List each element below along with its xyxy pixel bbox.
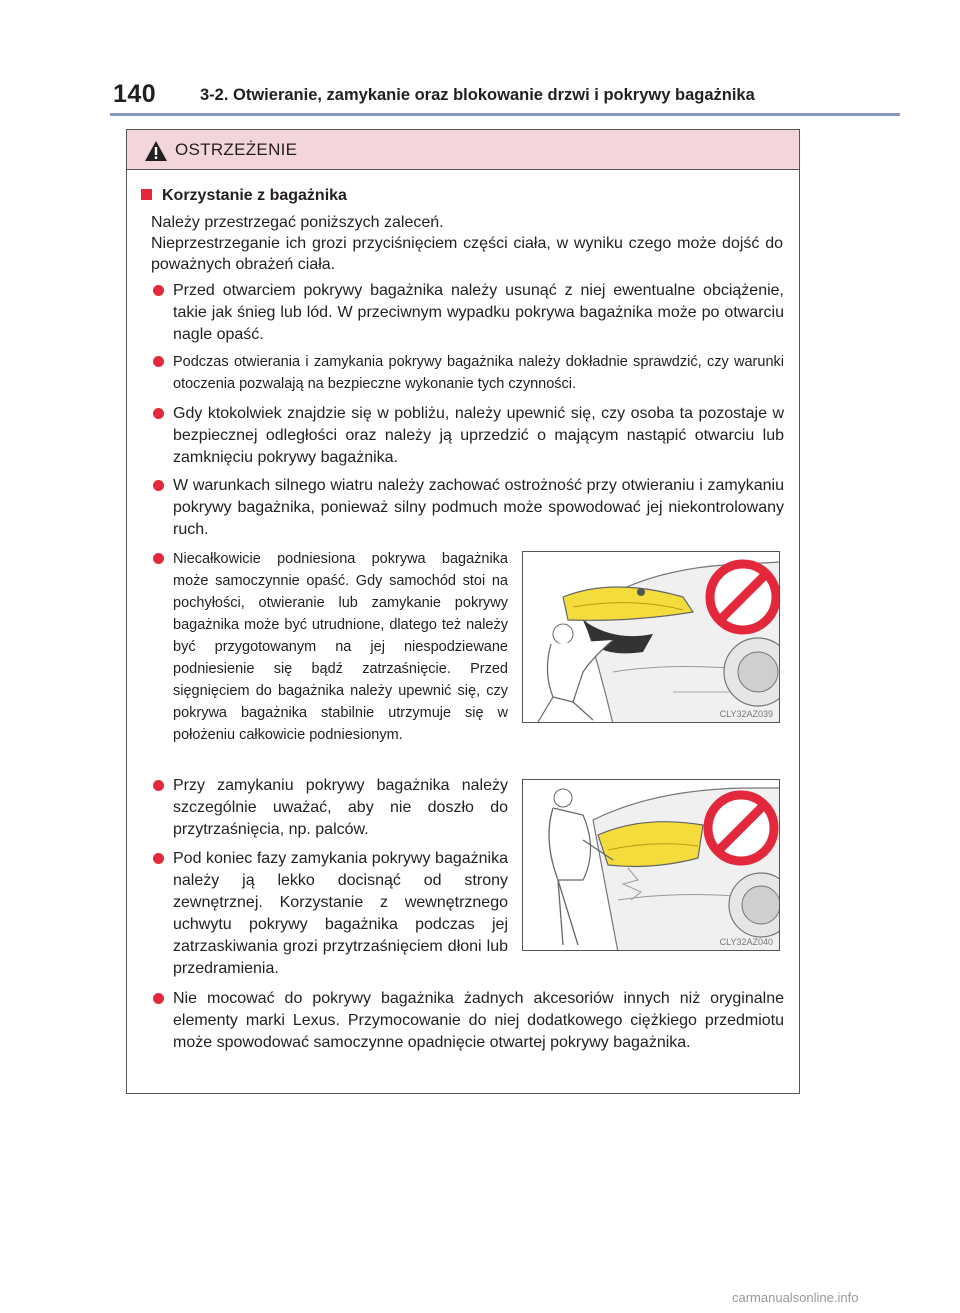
list-item-text: Pod koniec fazy zamykania pokrywy bagażnika należy ją lekko docisnąć od strony zewnętrznej. Korzystanie z wewnętrznego uchwytu pokrywy bagażnika podczas jej zatrzaskiwania grozi przytrzaśnięciem dłoni lub przedramienia.	[173, 850, 508, 977]
list-item	[173, 351, 784, 395]
bullet-dot-icon	[153, 408, 164, 419]
list-item	[173, 475, 784, 541]
sub-heading	[141, 187, 347, 205]
header-rule	[110, 113, 900, 116]
list-item-text: Przy zamykaniu pokrywy bagażnika należy szczególnie uważać, aby nie doszło do przytrzaśnięcia, np. palców.	[173, 777, 508, 838]
sub-heading-text: Korzystanie z bagażnika	[162, 187, 347, 204]
bullet-dot-icon	[153, 480, 164, 491]
square-bullet-icon	[141, 189, 152, 200]
bullet-dot-icon	[153, 553, 164, 564]
warning-title: OSTRZEŻENIE	[175, 140, 298, 159]
list-item	[173, 548, 508, 746]
list-item-text: Podczas otwierania i zamykania pokrywy bagażnika należy dokładnie sprawdzić, czy warunki otoczenia pozwalają na bezpieczne wykonanie tych czynności.	[173, 354, 784, 392]
list-item	[173, 775, 508, 841]
list-item-text: Niecałkowicie podniesiona pokrywa bagażnika może samoczynnie opaść. Gdy samochód stoi na pochyłości, otwieranie lub zamykanie pokrywy bagażnika może być utrudnione, dlatego też należy być przygotowanym na jej niespodziewane podniesienie się bądź zatrzaśnięcie. Przed sięgnięciem do bagażnika należy upewnić się, czy pokrywa bagażnika stabilnie utrzymuje się w położeniu całkowicie podniesionym.	[173, 551, 508, 743]
bullet-dot-icon	[153, 853, 164, 864]
warning-header	[127, 130, 799, 170]
warning-triangle-icon	[144, 140, 168, 162]
bullet-dot-icon	[153, 285, 164, 296]
intro-line-1: Należy przestrzegać poniższych zaleceń.	[151, 214, 444, 231]
list-item	[173, 988, 784, 1054]
car-trunk-closing-illustration	[523, 780, 780, 951]
image-code: CLY32AZ039	[719, 709, 773, 719]
image-code: CLY32AZ040	[719, 937, 773, 947]
intro-text	[151, 212, 783, 275]
bullet-dot-icon	[153, 993, 164, 1004]
car-trunk-opening-illustration	[523, 552, 780, 723]
list-item-text: Nie mocować do pokrywy bagażnika żadnych akcesoriów innych niż oryginalne elementy marki Lexus. Przymocowanie do niej dodatkowego ciężkiego przedmiotu może spowodować samoczynne opadnięcie otwartej pokrywy bagażnika.	[173, 990, 784, 1051]
list-item-text: Przed otwarciem pokrywy bagażnika należy usunąć z niej ewentualne obciążenie, takie jak śnieg lub lód. W przeciwnym wypadku pokrywa bagażnika może po otwarciu nagle opaść.	[173, 282, 784, 343]
bullet-dot-icon	[153, 780, 164, 791]
illustration-closing	[522, 779, 780, 951]
list-item	[173, 280, 784, 346]
intro-line-2: Nieprzestrzeganie ich grozi przyciśnięciem części ciała, w wyniku czego może dojść do poważnych obrażeń ciała.	[151, 235, 783, 273]
section-title: 3-2. Otwieranie, zamykanie oraz blokowanie drzwi i pokrywy bagażnika	[200, 86, 755, 104]
page-number: 140	[113, 80, 157, 108]
bullet-dot-icon	[153, 356, 164, 367]
list-item	[173, 848, 508, 980]
illustration-opening	[522, 551, 780, 723]
watermark: carmanualsonline.info	[732, 1290, 859, 1305]
list-item-text: Gdy ktokolwiek znajdzie się w pobliżu, należy upewnić się, czy osoba ta pozostaje w bezpiecznej odległości oraz należy ją uprzedzić o mającym nastąpić otwarciu lub zamknięciu pokrywy bagażnika.	[173, 405, 784, 466]
list-item	[173, 403, 784, 469]
list-item-text: W warunkach silnego wiatru należy zachować ostrożność przy otwieraniu i zamykaniu pokrywy bagażnika, ponieważ silny podmuch może spowodować jej niekontrolowany ruch.	[173, 477, 784, 538]
page-header	[0, 0, 960, 118]
